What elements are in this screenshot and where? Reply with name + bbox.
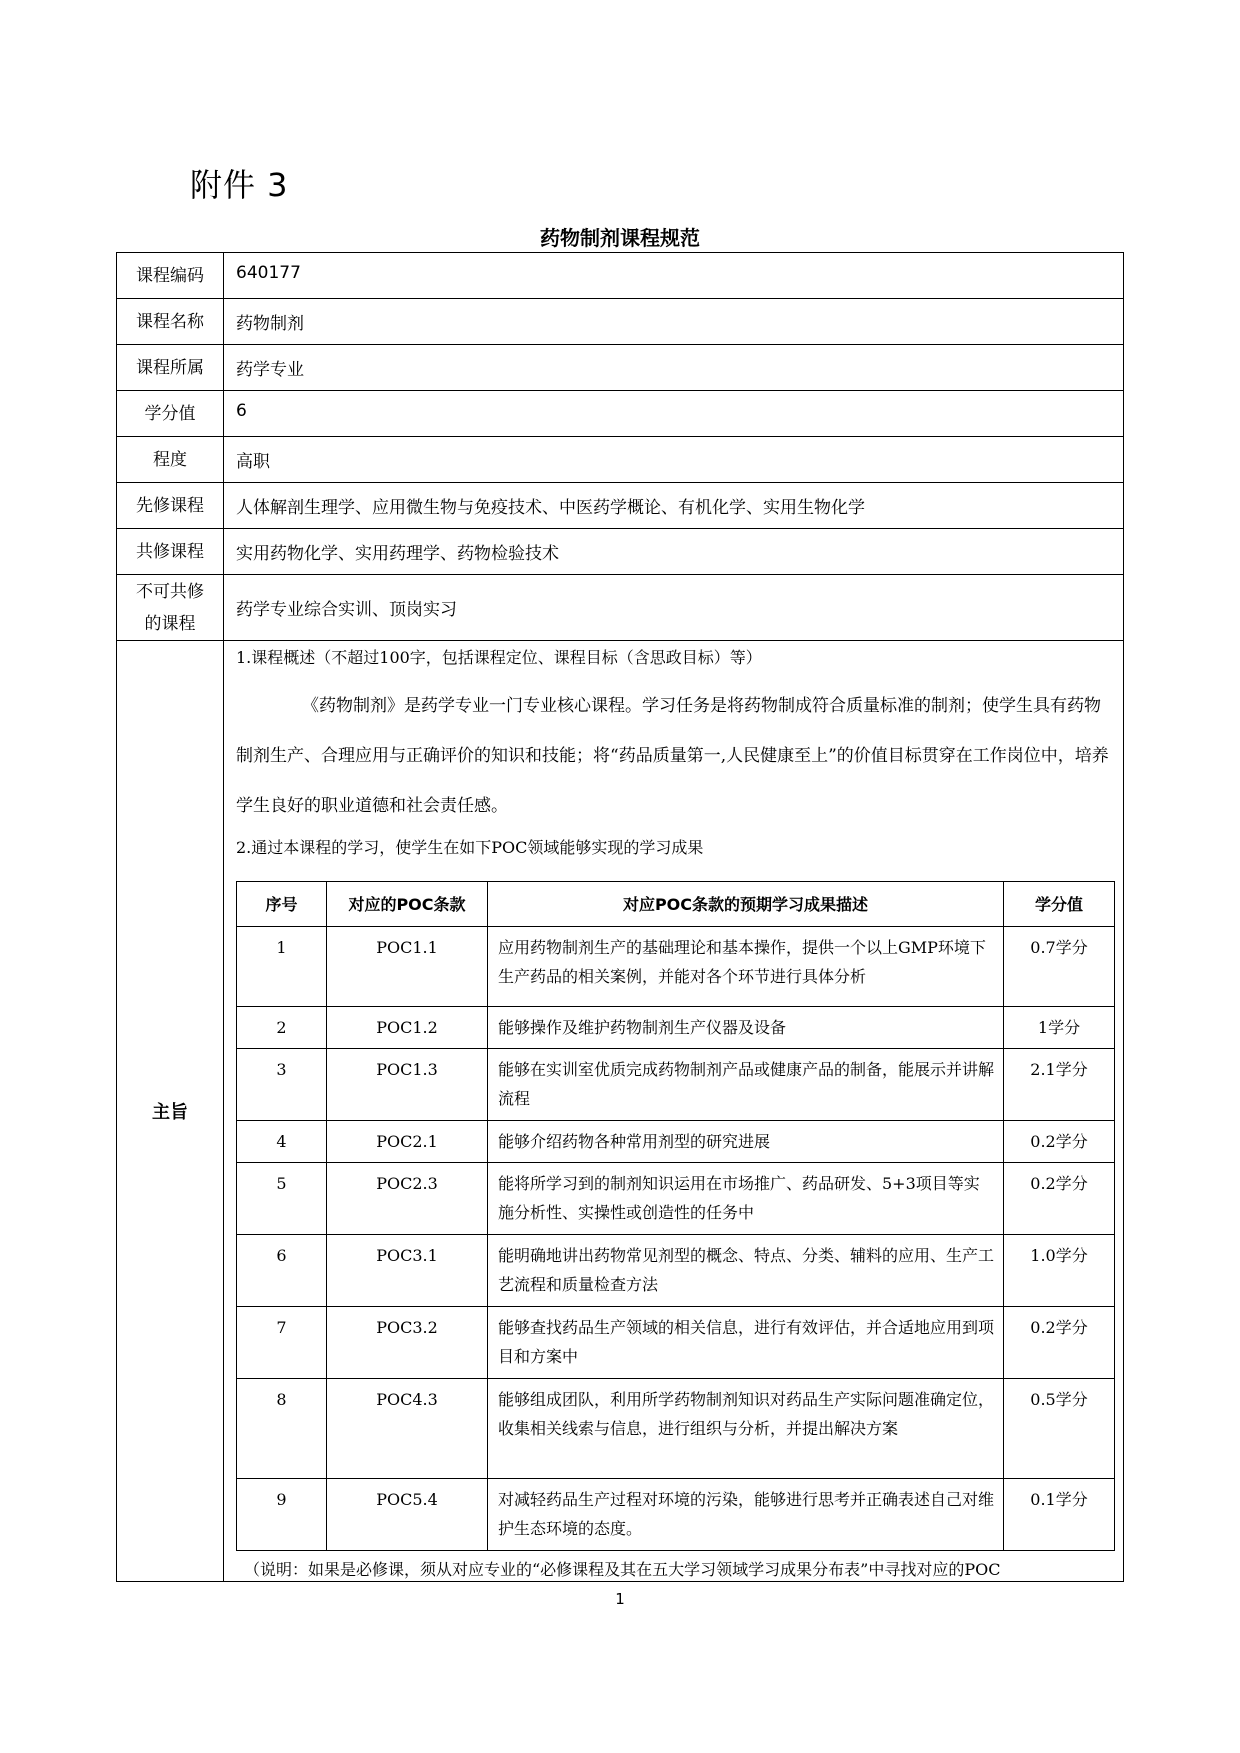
row-poc: POC1.3 (327, 1049, 488, 1121)
row-description: 能够在实训室优质完成药物制剂产品或健康产品的制备，能展示并讲解流程 (488, 1049, 1004, 1121)
label-exclusions-line1: 不可共修 (136, 581, 204, 602)
row-no: 1 (237, 927, 327, 1007)
row-credit: 0.2学分 (1004, 1121, 1115, 1163)
section2-heading: 2.通过本课程的学习，使学生在如下POC领域能够实现的学习成果 (236, 838, 704, 857)
attachment-label: 附件 3 (190, 166, 289, 204)
row-poc: POC1.1 (327, 927, 488, 1007)
row-course-affiliation (117, 345, 1124, 391)
row-description: 能将所学习到的制剂知识运用在市场推广、药品研发、5+3项目等实施分析性、实操性或创造性的任务中 (488, 1163, 1004, 1235)
note-text: （说明：如果是必修课，须从对应专业的“必修课程及其在五大学习领域学习成果分布表”中寻找对应的POC (244, 1560, 1001, 1579)
row-credits (117, 391, 1124, 437)
table-row (237, 1479, 1115, 1551)
row-level (117, 437, 1124, 483)
row-no: 8 (237, 1379, 327, 1479)
row-description: 对减轻药品生产过程对环境的污染，能够进行思考并正确表述自己对维护生态环境的态度。 (488, 1479, 1004, 1551)
row-no: 2 (237, 1007, 327, 1049)
course-overview: 《药物制剂》是药学专业一门专业核心课程。学习任务是将药物制成符合质量标准的制剂；使学生具有药物制剂生产、合理应用与正确评价的知识和技能；将“药品质量第一,人民健康至上”的价值目标贯穿在工作岗位中，培养学生良好的职业道德和社会责任感。 (236, 696, 1109, 816)
row-credit: 1学分 (1004, 1007, 1115, 1049)
row-no: 9 (237, 1479, 327, 1551)
row-description: 应用药物制剂生产的基础理论和基本操作，提供一个以上GMP环境下生产药品的相关案例，并能对各个环节进行具体分析 (488, 927, 1004, 1007)
header-description: 对应POC条款的预期学习成果描述 (488, 882, 1004, 927)
row-main (117, 641, 1124, 1582)
poc-outcomes-table (236, 881, 1115, 1551)
row-poc: POC4.3 (327, 1379, 488, 1479)
table-row (237, 1307, 1115, 1379)
table-row (237, 1379, 1115, 1479)
row-course-code (117, 253, 1124, 299)
label-credits: 学分值 (117, 391, 224, 437)
table-row (237, 1235, 1115, 1307)
row-credit: 0.5学分 (1004, 1379, 1115, 1479)
value-corequisites: 实用药物化学、实用药理学、药物检验技术 (224, 529, 1124, 575)
row-description: 能够查找药品生产领域的相关信息，进行有效评估，并合适地应用到项目和方案中 (488, 1307, 1004, 1379)
label-level: 程度 (117, 437, 224, 483)
label-corequisites: 共修课程 (117, 529, 224, 575)
row-credit: 0.2学分 (1004, 1307, 1115, 1379)
document-title: 药物制剂课程规范 (540, 226, 700, 250)
row-course-name (117, 299, 1124, 345)
label-course-code: 课程编码 (117, 253, 224, 299)
table-row (237, 1049, 1115, 1121)
row-description: 能够操作及维护药物制剂生产仪器及设备 (488, 1007, 1004, 1049)
row-no: 5 (237, 1163, 327, 1235)
row-credit: 1.0学分 (1004, 1235, 1115, 1307)
row-poc: POC3.2 (327, 1307, 488, 1379)
label-exclusions (117, 575, 224, 641)
row-poc: POC2.3 (327, 1163, 488, 1235)
row-prerequisites (117, 483, 1124, 529)
row-poc: POC1.2 (327, 1007, 488, 1049)
value-prerequisites: 人体解剖生理学、应用微生物与免疫技术、中医药学概论、有机化学、实用生物化学 (224, 483, 1124, 529)
header-credit: 学分值 (1004, 882, 1115, 927)
row-description: 能够组成团队，利用所学药物制剂知识对药品生产实际问题准确定位，收集相关线索与信息，进行组织与分析，并提出解决方案 (488, 1379, 1004, 1479)
row-poc: POC3.1 (327, 1235, 488, 1307)
row-description: 能明确地讲出药物常见剂型的概念、特点、分类、辅料的应用、生产工艺流程和质量检查方法 (488, 1235, 1004, 1307)
row-description: 能够介绍药物各种常用剂型的研究进展 (488, 1121, 1004, 1163)
value-level: 高职 (224, 437, 1124, 483)
table-row (237, 927, 1115, 1007)
label-prerequisites: 先修课程 (117, 483, 224, 529)
value-course-affiliation: 药学专业 (224, 345, 1124, 391)
row-credit: 0.2学分 (1004, 1163, 1115, 1235)
row-credit: 0.7学分 (1004, 927, 1115, 1007)
table-row (237, 1163, 1115, 1235)
row-poc: POC2.1 (327, 1121, 488, 1163)
value-course-name: 药物制剂 (224, 299, 1124, 345)
row-credit: 2.1学分 (1004, 1049, 1115, 1121)
row-exclusions (117, 575, 1124, 641)
table-row (237, 1121, 1115, 1163)
row-no: 4 (237, 1121, 327, 1163)
main-content (224, 641, 1124, 1582)
value-exclusions: 药学专业综合实训、顶岗实习 (224, 575, 1124, 641)
row-corequisites (117, 529, 1124, 575)
header-no: 序号 (237, 882, 327, 927)
section1-heading: 1.课程概述（不超过100字，包括课程定位、课程目标（含思政目标）等） (236, 648, 762, 667)
table-row (237, 1007, 1115, 1049)
course-spec-table (116, 252, 1124, 1582)
value-credits: 6 (224, 391, 1124, 437)
label-course-name: 课程名称 (117, 299, 224, 345)
row-credit: 0.1学分 (1004, 1479, 1115, 1551)
header-poc: 对应的POC条款 (327, 882, 488, 927)
poc-table-header (237, 882, 1115, 927)
row-no: 3 (237, 1049, 327, 1121)
value-course-code: 640177 (224, 253, 1124, 299)
row-no: 6 (237, 1235, 327, 1307)
row-no: 7 (237, 1307, 327, 1379)
label-exclusions-line2: 的课程 (144, 613, 196, 634)
page-number: 1 (615, 1590, 625, 1608)
label-main: 主旨 (117, 641, 224, 1582)
row-poc: POC5.4 (327, 1479, 488, 1551)
label-course-affiliation: 课程所属 (117, 345, 224, 391)
